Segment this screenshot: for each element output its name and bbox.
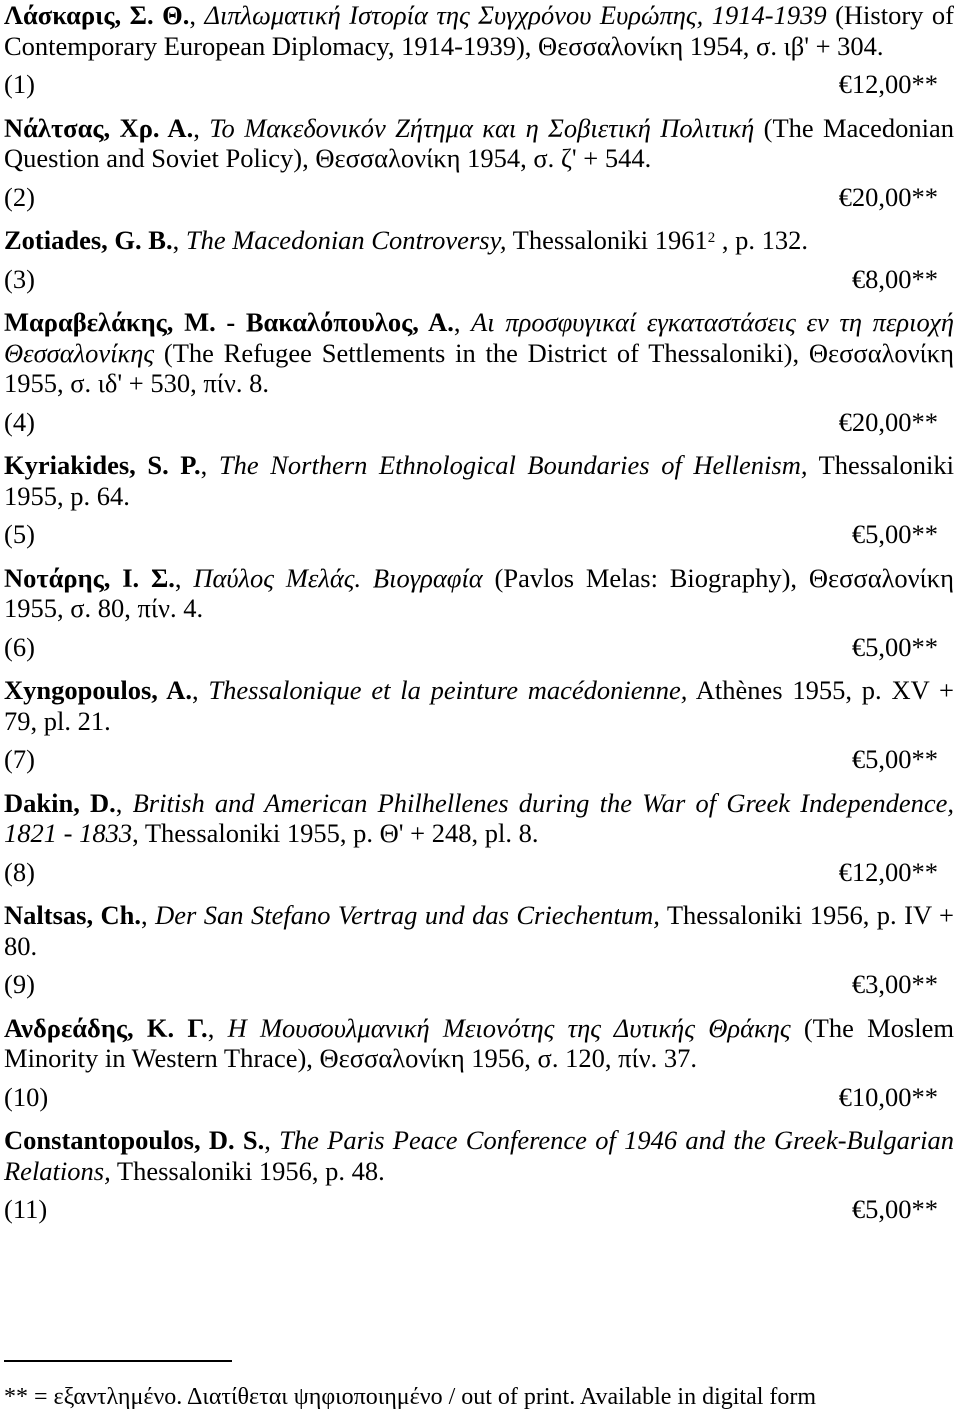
entry-number: (3) — [4, 263, 35, 294]
book-price: €5,00** — [851, 744, 938, 774]
book-entry — [4, 900, 954, 1000]
book-details: (The Macedonian Question and Soviet Policy), Θεσσαλονίκη 1954, σ. ζ' + 544. — [4, 112, 955, 173]
book-title: British and American Philhellenes during the War of Greek Independence, 1821 - 1833 — [4, 787, 955, 848]
entry-number: (7) — [4, 744, 35, 774]
book-entry — [4, 0, 954, 100]
book-citation — [4, 113, 954, 174]
price-line — [4, 1082, 954, 1113]
book-author: Νάλτσας, Χρ. Α. — [4, 112, 194, 143]
price-line — [4, 969, 954, 1000]
book-price: €12,00** — [838, 69, 938, 99]
citation-separator: , — [115, 787, 133, 818]
book-title: Der San Stefano Vertrag und das Criechentum, — [155, 900, 660, 930]
book-citation — [4, 1125, 954, 1186]
book-title: Thessalonique et la peinture macédonienne, — [208, 675, 688, 705]
citation-separator: , — [200, 450, 219, 480]
book-author: Νοτάρης, Ι. Σ. — [4, 562, 175, 593]
price-line — [4, 857, 954, 888]
book-title: The Paris Peace Conference of 1946 and the Greek-Bulgarian Relations, — [4, 1125, 955, 1186]
citation-separator: , — [192, 675, 209, 705]
citation-separator: , — [193, 112, 210, 143]
book-details: Thessaloniki 1961 — [506, 225, 708, 255]
catalogue-list — [4, 0, 954, 1238]
book-details-pages: , p. 132. — [715, 225, 808, 255]
book-citation — [4, 0, 954, 61]
book-entry — [4, 1125, 954, 1225]
book-title: Διπλωματική Ιστορία της Συγχρόνου Ευρώπης, 1914-1939 — [204, 0, 827, 30]
price-line — [4, 744, 954, 775]
book-author: Λάσκαρις, Σ. Θ. — [4, 0, 190, 30]
book-title: The Macedonian Controversy, — [185, 225, 507, 255]
book-author: Zotiades, G. B. — [4, 225, 173, 255]
book-details: Thessaloniki 1955, p. 64. — [4, 450, 954, 511]
citation-separator: , — [174, 562, 194, 593]
book-entry — [4, 1013, 954, 1113]
book-entry — [4, 675, 954, 775]
book-title: Παύλος Μελάς. Βιογραφία — [193, 562, 483, 593]
book-entry — [4, 225, 954, 294]
book-details: (The Refugee Settlements in the District of Thessaloniki), Θεσσαλονίκη 1955, σ. ιδ' + 530, πίν. 8. — [4, 337, 954, 398]
book-details: (History of Contemporary European Diplomacy, 1914-1939), Θεσσαλονίκη 1954, σ. ιβ' + 304. — [4, 0, 954, 61]
citation-separator: , — [453, 307, 472, 337]
edition-superscript: 2 — [707, 230, 716, 246]
price-line — [4, 1194, 954, 1225]
entry-number: (9) — [4, 969, 35, 999]
book-title: Το Μακεδονικόν Ζήτημα και η Σοβιετική Πολιτική — [209, 112, 755, 143]
citation-separator: , — [172, 225, 186, 255]
entry-number: (10) — [4, 1081, 49, 1112]
entry-number: (4) — [4, 406, 35, 437]
book-details: , Thessaloniki 1955, p. Θ' + 248, pl. 8. — [132, 818, 539, 848]
book-title: Αι προσφυγικαί εγκαταστάσεις εν τη περιοχή Θεσσαλονίκης — [4, 307, 954, 368]
book-price: €5,00** — [851, 1194, 938, 1224]
book-author: Constantopoulos, D. S. — [4, 1125, 265, 1155]
book-author: Naltsas, Ch. — [4, 900, 142, 930]
entry-number: (6) — [4, 631, 35, 662]
book-details: Thessaloniki 1956, p. IV + 80. — [4, 900, 954, 961]
entry-number: (8) — [4, 856, 35, 887]
book-title: The Northern Ethnological Boundaries of Hellenism, — [218, 450, 808, 480]
book-entry — [4, 307, 954, 437]
book-entry — [4, 788, 954, 888]
footnote: ** = εξαντλημένο. Διατίθεται ψηφιοποιημένο / out of print. Available in digital form — [4, 1384, 817, 1410]
book-details: Athènes 1955, p. XV + 79, pl. 21. — [4, 675, 955, 736]
book-citation — [4, 900, 954, 961]
book-details: (Pavlos Melas: Biography), Θεσσαλονίκη 1955, σ. 80, πίν. 4. — [4, 562, 954, 623]
book-citation — [4, 675, 954, 736]
book-author: Kyriakides, S. P. — [4, 450, 201, 480]
price-line — [4, 519, 954, 550]
price-line — [4, 182, 954, 213]
book-details: (The Moslem Minority in Western Thrace), Θεσσαλονίκη 1956, σ. 120, πίν. 37. — [4, 1012, 954, 1073]
price-line — [4, 264, 954, 295]
book-entry — [4, 450, 954, 550]
book-citation — [4, 450, 954, 511]
book-price: €8,00** — [851, 263, 938, 294]
entry-number: (2) — [4, 181, 35, 212]
citation-separator: , — [141, 900, 156, 930]
book-entry — [4, 563, 954, 663]
book-author: Ανδρεάδης, Κ. Γ. — [4, 1012, 208, 1043]
book-entry — [4, 113, 954, 213]
price-line — [4, 69, 954, 100]
book-price: €12,00** — [838, 856, 938, 887]
entry-number: (1) — [4, 69, 35, 99]
book-citation — [4, 1013, 954, 1074]
citation-separator: , — [207, 1012, 228, 1043]
footnote-divider — [4, 1360, 232, 1362]
book-price: €5,00** — [851, 631, 938, 662]
book-price: €3,00** — [851, 969, 938, 999]
book-citation — [4, 307, 954, 399]
entry-number: (11) — [4, 1194, 48, 1224]
book-citation — [4, 563, 954, 624]
book-citation — [4, 225, 954, 256]
book-details: Thessaloniki 1956, p. 48. — [110, 1155, 385, 1186]
citation-separator: , — [264, 1125, 280, 1155]
book-price: €10,00** — [838, 1081, 938, 1112]
citation-separator: , — [189, 0, 205, 30]
book-author: Xyngopoulos, A. — [4, 675, 192, 705]
price-line — [4, 632, 954, 663]
book-price: €20,00** — [838, 406, 938, 437]
entry-number: (5) — [4, 519, 35, 549]
book-price: €20,00** — [838, 181, 938, 212]
book-author: Dakin, D. — [4, 787, 116, 818]
book-citation — [4, 788, 954, 849]
price-line — [4, 407, 954, 438]
book-title: Η Μουσουλμανική Μειονότης της Δυτικής Θράκης — [227, 1012, 791, 1043]
book-price: €5,00** — [851, 519, 938, 549]
book-author: Μαραβελάκης, Μ. - Βακαλόπουλος, Α. — [4, 307, 454, 337]
